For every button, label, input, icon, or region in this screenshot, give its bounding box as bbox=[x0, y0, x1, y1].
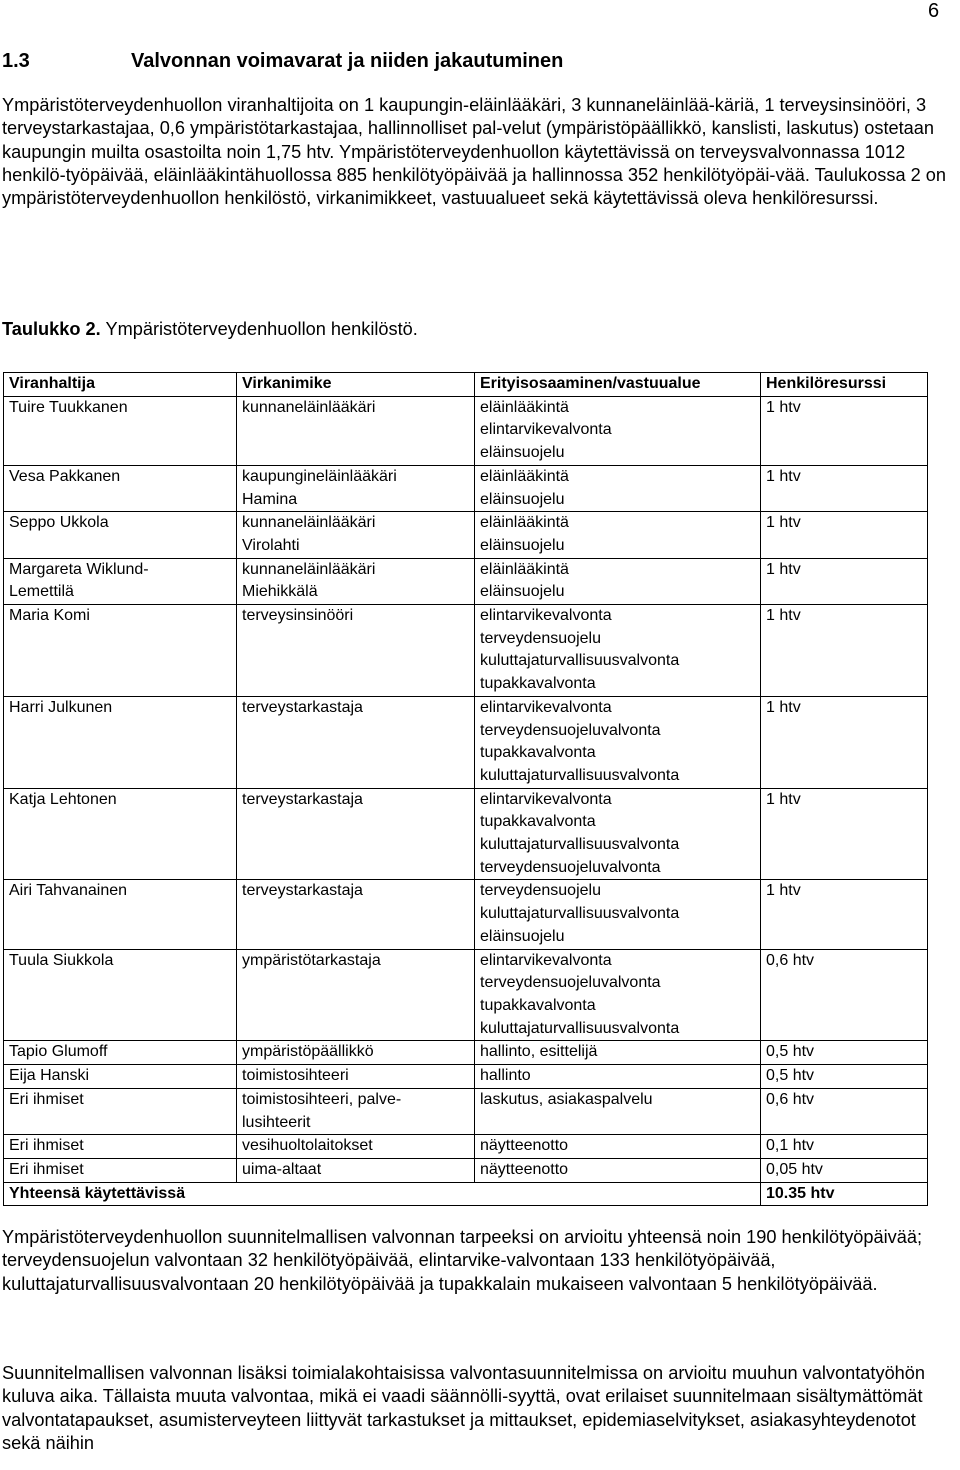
cell-viranhaltija-line: Margareta Wiklund- bbox=[9, 560, 149, 578]
cell-erityisosaaminen bbox=[475, 949, 761, 1041]
cell-erityisosaaminen bbox=[475, 465, 761, 511]
cell-erityisosaaminen-line: kuluttajaturvallisuusvalvonta bbox=[480, 1019, 680, 1037]
cell-erityisosaaminen bbox=[475, 1065, 761, 1089]
cell-viranhaltija bbox=[4, 558, 237, 604]
cell-erityisosaaminen-line: eläinsuojelu bbox=[480, 536, 565, 554]
cell-virkanimike-line: Miehikkälä bbox=[242, 583, 318, 601]
cell-viranhaltija-line: Eija Hanski bbox=[9, 1067, 90, 1085]
table-row bbox=[4, 696, 928, 788]
cell-erityisosaaminen-line: laskutus, asiakaspalvelu bbox=[480, 1090, 653, 1108]
cell-virkanimike-line: kunnaneläinlääkäri bbox=[242, 514, 376, 532]
cell-virkanimike-line: uima-altaat bbox=[242, 1160, 322, 1178]
cell-virkanimike bbox=[237, 465, 475, 511]
cell-erityisosaaminen-line: elintarvikevalvonta bbox=[480, 607, 612, 625]
cell-erityisosaaminen-line: näytteenotto bbox=[480, 1160, 569, 1178]
cell-virkanimike bbox=[237, 880, 475, 949]
cell-virkanimike-line: ympäristöpäällikkö bbox=[242, 1043, 374, 1061]
cell-virkanimike-line: terveysinsinööri bbox=[242, 607, 354, 625]
table-caption bbox=[2, 318, 418, 341]
table-caption-label: Taulukko 2. bbox=[2, 319, 101, 339]
total-row bbox=[4, 1182, 928, 1206]
cell-viranhaltija bbox=[4, 396, 237, 465]
cell-viranhaltija bbox=[4, 696, 237, 788]
planned-inspection-paragraph: Ympäristöterveydenhuollon suunnitelmallisen valvonnan tarpeeksi on arvioitu yhteensä noin 190 henkilötyöpäivää; terveydensuojelun valvontaan 32 henkilötyöpäivää, elintarvike-valvontaan 133 henkilötyöpäivää, kuluttajaturvallisuusvalvontaan 20 henkilötyöpäivää ja tupakkalain mukaiseen valvontaan 5 henkilötyöpäivää. bbox=[2, 1227, 923, 1294]
cell-henkiloresurssi: 1 htv bbox=[761, 512, 928, 558]
cell-henkiloresurssi: 0,6 htv bbox=[761, 949, 928, 1041]
cell-erityisosaaminen bbox=[475, 558, 761, 604]
cell-viranhaltija-line: Eri ihmiset bbox=[9, 1137, 84, 1155]
cell-erityisosaaminen-line: kuluttajaturvallisuusvalvonta bbox=[480, 766, 680, 784]
cell-virkanimike-line: kaupungineläinlääkäri bbox=[242, 467, 397, 485]
cell-virkanimike-line: ympäristötarkastaja bbox=[242, 951, 381, 969]
cell-viranhaltija bbox=[4, 949, 237, 1041]
cell-viranhaltija-line: Harri Julkunen bbox=[9, 698, 113, 716]
cell-erityisosaaminen-line: tupakkavalvonta bbox=[480, 675, 596, 693]
cell-viranhaltija-line: Tapio Glumoff bbox=[9, 1043, 108, 1061]
cell-virkanimike bbox=[237, 1158, 475, 1182]
cell-erityisosaaminen bbox=[475, 1041, 761, 1065]
cell-erityisosaaminen-line: terveydensuojelu bbox=[480, 629, 601, 647]
cell-virkanimike-line: Hamina bbox=[242, 490, 298, 508]
cell-erityisosaaminen-line: elintarvikevalvonta bbox=[480, 951, 612, 969]
header-erityisosaaminen: Erityisosaaminen/vastuualue bbox=[475, 373, 761, 397]
cell-erityisosaaminen-line: tupakkavalvonta bbox=[480, 744, 596, 762]
cell-viranhaltija-line: Vesa Pakkanen bbox=[9, 467, 121, 485]
cell-virkanimike bbox=[237, 788, 475, 880]
cell-erityisosaaminen-line: elintarvikevalvonta bbox=[480, 421, 612, 439]
cell-virkanimike-line: terveystarkastaja bbox=[242, 790, 363, 808]
cell-henkiloresurssi: 1 htv bbox=[761, 605, 928, 697]
cell-erityisosaaminen-line: hallinto, esittelijä bbox=[480, 1043, 598, 1061]
table-row bbox=[4, 949, 928, 1041]
header-viranhaltija: Viranhaltija bbox=[4, 373, 237, 397]
cell-erityisosaaminen bbox=[475, 396, 761, 465]
table-row bbox=[4, 788, 928, 880]
cell-erityisosaaminen-line: tupakkavalvonta bbox=[480, 996, 596, 1014]
cell-virkanimike-line: toimistosihteeri, palve- bbox=[242, 1090, 402, 1108]
cell-erityisosaaminen-line: elintarvikevalvonta bbox=[480, 790, 612, 808]
cell-erityisosaaminen-line: eläinsuojelu bbox=[480, 583, 565, 601]
cell-henkiloresurssi: 0,1 htv bbox=[761, 1135, 928, 1159]
cell-viranhaltija-line: Eri ihmiset bbox=[9, 1090, 84, 1108]
section-number: 1.3 bbox=[2, 50, 30, 72]
cell-erityisosaaminen bbox=[475, 1158, 761, 1182]
cell-erityisosaaminen-line: kuluttajaturvallisuusvalvonta bbox=[480, 652, 680, 670]
cell-viranhaltija-line: Tuire Tuukkanen bbox=[9, 398, 128, 416]
cell-virkanimike-line: toimistosihteeri bbox=[242, 1067, 349, 1085]
staff-table bbox=[3, 372, 928, 1206]
cell-erityisosaaminen-line: elintarvikevalvonta bbox=[480, 698, 612, 716]
total-label: Yhteensä käytettävissä bbox=[4, 1182, 761, 1206]
cell-virkanimike-line: kunnaneläinlääkäri bbox=[242, 560, 376, 578]
table-row bbox=[4, 465, 928, 511]
table-row bbox=[4, 1158, 928, 1182]
cell-erityisosaaminen bbox=[475, 696, 761, 788]
cell-henkiloresurssi: 1 htv bbox=[761, 396, 928, 465]
cell-henkiloresurssi: 1 htv bbox=[761, 558, 928, 604]
cell-viranhaltija bbox=[4, 512, 237, 558]
cell-viranhaltija-line: Airi Tahvanainen bbox=[9, 882, 128, 900]
intro-paragraph: Ympäristöterveydenhuollon viranhaltijoita on 1 kaupungin-eläinlääkäri, 3 kunnaneläinlää-käriä, 1 terveysinsinööri, 3 terveystarkastajaa, 0,6 ympäristötarkastajaa, hallinnolliset pal-velut (ympäristöpäällikkö, kanslisti, laskutus) ostetaan kaupungin muilta osastoilta noin 1,75 htv. Ympäristöterveydenhuollon käytettävissä on terveysvalvonnassa 1012 henkilö-työpäivää, eläinlääkintähuollossa 885 henkilötyöpäivää ja hallinnossa 352 henkilötyöpäi-vää. Taulukossa 2 on ympäristöterveydenhuollon henkilöstö, virkanimikkeet, vastuualueet sekä käytettävissä oleva henkilöresurssi. bbox=[2, 95, 947, 209]
cell-erityisosaaminen-line: tupakkavalvonta bbox=[480, 813, 596, 831]
table-row bbox=[4, 605, 928, 697]
cell-erityisosaaminen-line: hallinto bbox=[480, 1067, 531, 1085]
cell-virkanimike bbox=[237, 1088, 475, 1134]
table-row bbox=[4, 558, 928, 604]
cell-erityisosaaminen-line: näytteenotto bbox=[480, 1137, 569, 1155]
cell-henkiloresurssi: 0,05 htv bbox=[761, 1158, 928, 1182]
cell-virkanimike bbox=[237, 1041, 475, 1065]
cell-virkanimike-line: lusihteerit bbox=[242, 1113, 311, 1131]
cell-virkanimike-line: terveystarkastaja bbox=[242, 698, 363, 716]
table-row bbox=[4, 512, 928, 558]
other-inspection-paragraph: Suunnitelmallisen valvonnan lisäksi toimialakohtaisissa valvontasuunnitelmissa on arvioitu muuhun valvontatyöhön kuluva aika. Tällaista muuta valvontaa, mikä ei vaadi säännölli-syyttä, ovat erilaiset suunnitelmaan sisältymättömät valvontatapaukset, asumisterveyteen liittyvät tarkastukset ja mittaukset, epidemiaselvitykset, asiakasyhteydenotot sekä näihin bbox=[2, 1363, 926, 1453]
table-caption-text: Ympäristöterveydenhuollon henkilöstö. bbox=[100, 319, 418, 339]
cell-erityisosaaminen-line: eläinlääkintä bbox=[480, 560, 569, 578]
cell-viranhaltija bbox=[4, 1065, 237, 1089]
cell-erityisosaaminen bbox=[475, 1088, 761, 1134]
cell-erityisosaaminen-line: eläinlääkintä bbox=[480, 514, 569, 532]
cell-erityisosaaminen bbox=[475, 605, 761, 697]
cell-henkiloresurssi: 0,5 htv bbox=[761, 1041, 928, 1065]
cell-viranhaltija-line: Lemettilä bbox=[9, 583, 74, 601]
cell-erityisosaaminen-line: eläinsuojelu bbox=[480, 444, 565, 462]
cell-viranhaltija bbox=[4, 788, 237, 880]
cell-virkanimike bbox=[237, 605, 475, 697]
cell-virkanimike-line: terveystarkastaja bbox=[242, 882, 363, 900]
cell-virkanimike-line: Virolahti bbox=[242, 536, 300, 554]
total-value: 10.35 htv bbox=[761, 1182, 928, 1206]
table-row bbox=[4, 1065, 928, 1089]
table-row bbox=[4, 1041, 928, 1065]
cell-viranhaltija-line: Eri ihmiset bbox=[9, 1160, 84, 1178]
cell-erityisosaaminen bbox=[475, 1135, 761, 1159]
cell-virkanimike bbox=[237, 696, 475, 788]
table-row bbox=[4, 880, 928, 949]
table-row bbox=[4, 1088, 928, 1134]
header-henkiloresurssi: Henkilöresurssi bbox=[761, 373, 928, 397]
cell-virkanimike bbox=[237, 558, 475, 604]
cell-erityisosaaminen-line: terveydensuojeluvalvonta bbox=[480, 858, 661, 876]
staff-table-body bbox=[4, 396, 928, 1182]
cell-erityisosaaminen-line: eläinlääkintä bbox=[480, 398, 569, 416]
cell-viranhaltija bbox=[4, 465, 237, 511]
cell-viranhaltija-line: Seppo Ukkola bbox=[9, 514, 109, 532]
section-title: Valvonnan voimavarat ja niiden jakautuminen bbox=[131, 50, 564, 72]
cell-erityisosaaminen-line: eläinsuojelu bbox=[480, 927, 565, 945]
cell-viranhaltija-line: Katja Lehtonen bbox=[9, 790, 117, 808]
cell-erityisosaaminen bbox=[475, 512, 761, 558]
cell-erityisosaaminen bbox=[475, 880, 761, 949]
cell-viranhaltija-line: Maria Komi bbox=[9, 607, 90, 625]
cell-virkanimike-line: vesihuoltolaitokset bbox=[242, 1137, 373, 1155]
cell-erityisosaaminen-line: kuluttajaturvallisuusvalvonta bbox=[480, 905, 680, 923]
cell-henkiloresurssi: 0,5 htv bbox=[761, 1065, 928, 1089]
header-virkanimike: Virkanimike bbox=[237, 373, 475, 397]
cell-henkiloresurssi: 0,6 htv bbox=[761, 1088, 928, 1134]
cell-erityisosaaminen-line: kuluttajaturvallisuusvalvonta bbox=[480, 836, 680, 854]
cell-virkanimike bbox=[237, 949, 475, 1041]
table-row bbox=[4, 1135, 928, 1159]
cell-erityisosaaminen-line: eläinlääkintä bbox=[480, 467, 569, 485]
table-row bbox=[4, 396, 928, 465]
cell-viranhaltija bbox=[4, 605, 237, 697]
page-number: 6 bbox=[928, 0, 940, 22]
cell-virkanimike-line: kunnaneläinlääkäri bbox=[242, 398, 376, 416]
cell-viranhaltija bbox=[4, 1041, 237, 1065]
cell-viranhaltija bbox=[4, 880, 237, 949]
cell-erityisosaaminen-line: eläinsuojelu bbox=[480, 490, 565, 508]
cell-virkanimike bbox=[237, 1135, 475, 1159]
cell-henkiloresurssi: 1 htv bbox=[761, 788, 928, 880]
cell-virkanimike bbox=[237, 512, 475, 558]
cell-henkiloresurssi: 1 htv bbox=[761, 696, 928, 788]
cell-viranhaltija bbox=[4, 1135, 237, 1159]
cell-erityisosaaminen-line: terveydensuojelu bbox=[480, 882, 601, 900]
cell-erityisosaaminen-line: terveydensuojeluvalvonta bbox=[480, 721, 661, 739]
cell-viranhaltija bbox=[4, 1088, 237, 1134]
cell-viranhaltija-line: Tuula Siukkola bbox=[9, 951, 114, 969]
cell-virkanimike bbox=[237, 396, 475, 465]
cell-erityisosaaminen-line: terveydensuojeluvalvonta bbox=[480, 974, 661, 992]
table-header-row bbox=[4, 373, 928, 397]
cell-henkiloresurssi: 1 htv bbox=[761, 465, 928, 511]
cell-henkiloresurssi: 1 htv bbox=[761, 880, 928, 949]
section-heading bbox=[2, 50, 563, 73]
cell-erityisosaaminen bbox=[475, 788, 761, 880]
cell-virkanimike bbox=[237, 1065, 475, 1089]
cell-viranhaltija bbox=[4, 1158, 237, 1182]
